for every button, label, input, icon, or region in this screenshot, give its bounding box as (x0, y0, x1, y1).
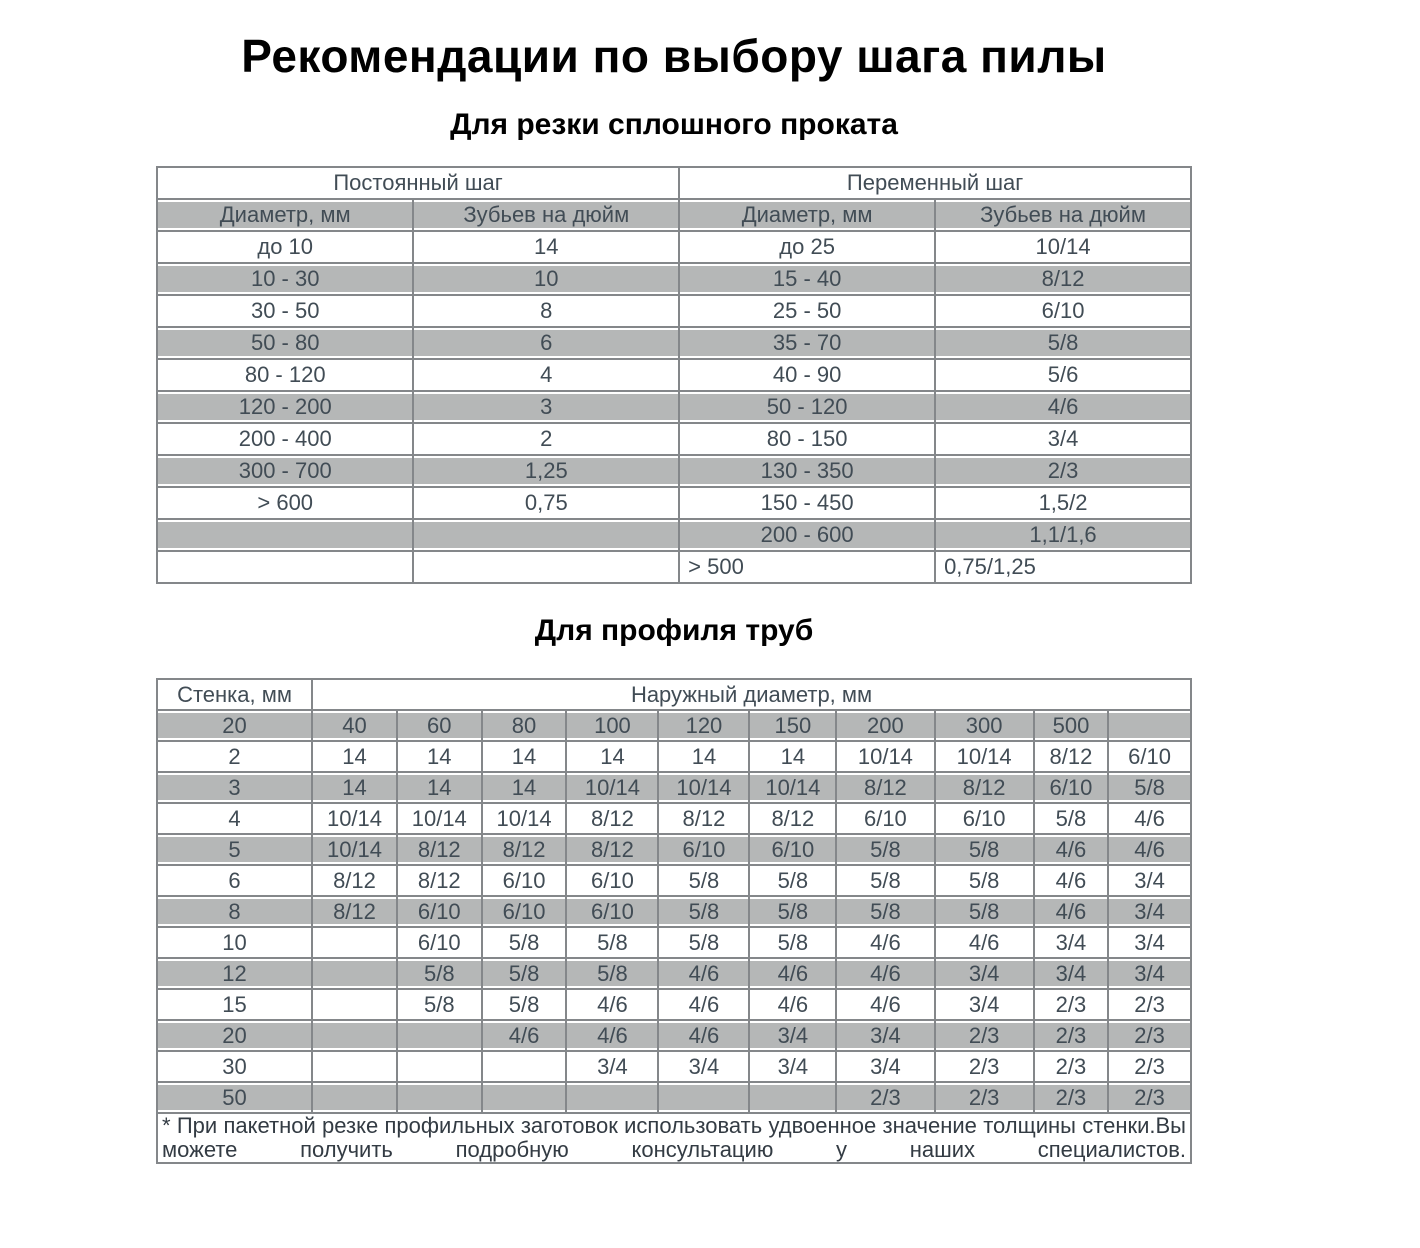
pipe-value-cell: 8/12 (312, 865, 397, 896)
pipe-value-cell: 8/12 (397, 865, 482, 896)
pipe-value-cell: 6/10 (397, 896, 482, 927)
pipe-value-cell: 6/10 (566, 896, 658, 927)
solid-value-cell: 8 (413, 295, 679, 327)
solid-value-cell: 25 - 50 (679, 295, 935, 327)
pipe-value-cell: 6/10 (482, 896, 567, 927)
diameter-value-cell (1108, 710, 1191, 741)
table-row (157, 1020, 1191, 1051)
pipe-value-cell: 8/12 (836, 772, 934, 803)
pipe-label-cell: 10 (157, 927, 312, 958)
pipe-value-cell: 5/8 (935, 834, 1034, 865)
pipe-value-cell: 6/10 (566, 865, 658, 896)
table-row (157, 1051, 1191, 1082)
table-row (157, 231, 1191, 263)
pipe-value-cell: 6/10 (397, 927, 482, 958)
diameter-value-cell: 80 (482, 710, 567, 741)
pipe-value-cell: 5/8 (1108, 772, 1191, 803)
pipe-value-cell: 8/12 (658, 803, 749, 834)
solid-label-cell (157, 551, 413, 583)
pipe-value-cell: 3/4 (1108, 865, 1191, 896)
group-header-constant-pitch: Постоянный шаг (157, 167, 679, 199)
solid-table-body (157, 231, 1191, 583)
pipe-value-cell: 4/6 (658, 989, 749, 1020)
solid-label-cell: 120 - 200 (157, 391, 413, 423)
diameter-value-cell: 60 (397, 710, 482, 741)
pipe-value-cell: 5/8 (836, 865, 934, 896)
pipe-value-cell: 6/10 (1034, 772, 1108, 803)
solid-label-cell: > 600 (157, 487, 413, 519)
group-header-variable-pitch: Переменный шаг (679, 167, 1191, 199)
solid-value-cell: 130 - 350 (679, 455, 935, 487)
table-row (157, 741, 1191, 772)
pipe-value-cell (749, 1082, 836, 1113)
pipe-value-cell: 3/4 (1108, 958, 1191, 989)
solid-value-cell: 10/14 (935, 231, 1191, 263)
pipe-value-cell: 2/3 (836, 1082, 934, 1113)
pipe-value-cell: 5/8 (566, 958, 658, 989)
solid-stock-table (156, 166, 1192, 584)
pipe-value-cell: 4/6 (1108, 803, 1191, 834)
pipe-value-cell: 10/14 (935, 741, 1034, 772)
solid-value-cell: 80 - 150 (679, 423, 935, 455)
pipe-value-cell: 14 (749, 741, 836, 772)
pipe-value-cell: 14 (312, 741, 397, 772)
pipe-value-cell: 5/8 (482, 989, 567, 1020)
pipe-label-cell: 20 (157, 1020, 312, 1051)
table-row (157, 896, 1191, 927)
pipe-value-cell: 10/14 (836, 741, 934, 772)
table-row (157, 958, 1191, 989)
solid-value-cell: 10 (413, 263, 679, 295)
pipe-value-cell: 3/4 (1108, 896, 1191, 927)
pipe-value-cell: 4/6 (1034, 896, 1108, 927)
solid-value-cell: 1,25 (413, 455, 679, 487)
solid-label-cell: 50 - 80 (157, 327, 413, 359)
diameter-value-cell: 100 (566, 710, 658, 741)
pipe-value-cell: 4/6 (658, 1020, 749, 1051)
solid-value-cell: 4 (413, 359, 679, 391)
pipe-value-cell: 2/3 (1034, 1082, 1108, 1113)
pipe-value-cell: 5/8 (836, 834, 934, 865)
pipe-value-cell: 4/6 (836, 989, 934, 1020)
pipe-value-cell: 2/3 (935, 1082, 1034, 1113)
pipe-value-cell: 4/6 (566, 1020, 658, 1051)
pipe-value-cell: 8/12 (566, 803, 658, 834)
pipe-value-cell: 10/14 (566, 772, 658, 803)
pipe-label-cell: 12 (157, 958, 312, 989)
pipe-value-cell: 10/14 (749, 772, 836, 803)
pipe-value-cell: 5/8 (566, 927, 658, 958)
solid-label-cell: до 10 (157, 231, 413, 263)
table-row (157, 927, 1191, 958)
pipe-label-cell: 3 (157, 772, 312, 803)
pipe-value-cell: 6/10 (658, 834, 749, 865)
footnote-text: * При пакетной резке профильных заготовок использовать удвоенное значение толщины стенки.Вы можете получить подробную консультацию у наших специалистов. (157, 1113, 1191, 1163)
solid-value-cell: > 500 (679, 551, 935, 583)
pipe-value-cell: 2/3 (1034, 1020, 1108, 1051)
pipe-value-cell: 3/4 (749, 1051, 836, 1082)
solid-value-cell: 50 - 120 (679, 391, 935, 423)
pipe-value-cell: 8/12 (482, 834, 567, 865)
table-row (157, 551, 1191, 583)
table-row (157, 391, 1191, 423)
pipe-value-cell: 3/4 (1108, 927, 1191, 958)
pipe-value-cell: 6/10 (935, 803, 1034, 834)
solid-label-cell (157, 519, 413, 551)
pipe-profile-table (156, 678, 1192, 1164)
pipe-value-cell: 4/6 (566, 989, 658, 1020)
pipe-value-cell: 10/14 (658, 772, 749, 803)
pipe-value-cell: 2/3 (1108, 989, 1191, 1020)
pipe-label-cell: 8 (157, 896, 312, 927)
solid-value-cell: 3 (413, 391, 679, 423)
pipe-value-cell: 2/3 (935, 1020, 1034, 1051)
solid-value-cell: 40 - 90 (679, 359, 935, 391)
pipe-label-cell: 6 (157, 865, 312, 896)
pipe-value-cell: 2/3 (1108, 1051, 1191, 1082)
pipe-value-cell: 3/4 (935, 989, 1034, 1020)
pipe-table-body (157, 741, 1191, 1113)
pipe-value-cell (312, 1051, 397, 1082)
pipe-value-cell (312, 1020, 397, 1051)
table-row (157, 327, 1191, 359)
pipe-value-cell: 8/12 (935, 772, 1034, 803)
pipe-value-cell (312, 989, 397, 1020)
diameter-value-cell: 500 (1034, 710, 1108, 741)
solid-value-cell: 4/6 (935, 391, 1191, 423)
pipe-value-cell: 5/8 (397, 989, 482, 1020)
diameter-value-cell: 200 (836, 710, 934, 741)
column-header-row (157, 199, 1191, 231)
table-row (157, 263, 1191, 295)
solid-label-cell: 10 - 30 (157, 263, 413, 295)
table-row (157, 519, 1191, 551)
table-row (157, 1082, 1191, 1113)
solid-value-cell: 15 - 40 (679, 263, 935, 295)
pipe-value-cell: 14 (482, 772, 567, 803)
pipe-value-cell (566, 1082, 658, 1113)
pipe-value-cell: 4/6 (935, 927, 1034, 958)
pipe-value-cell: 5/8 (658, 865, 749, 896)
pipe-label-cell: 2 (157, 741, 312, 772)
pipe-value-cell: 3/4 (566, 1051, 658, 1082)
table-row (157, 359, 1191, 391)
pipe-value-cell: 5/8 (1034, 803, 1108, 834)
group-header-row (157, 167, 1191, 199)
pipe-value-cell: 14 (312, 772, 397, 803)
pipe-value-cell: 3/4 (836, 1051, 934, 1082)
pipe-value-cell: 5/8 (935, 865, 1034, 896)
solid-value-cell: 2 (413, 423, 679, 455)
pipe-value-cell: 4/6 (836, 927, 934, 958)
pipe-value-cell: 6/10 (836, 803, 934, 834)
pipe-label-cell: 5 (157, 834, 312, 865)
pipe-value-cell: 14 (566, 741, 658, 772)
solid-value-cell: 5/6 (935, 359, 1191, 391)
pipe-value-cell (397, 1082, 482, 1113)
pipe-value-cell: 10/14 (482, 803, 567, 834)
table-row (157, 834, 1191, 865)
pipe-value-cell: 10/14 (312, 834, 397, 865)
pipe-value-cell: 5/8 (482, 927, 567, 958)
pipe-value-cell: 4/6 (658, 958, 749, 989)
table-row (157, 772, 1191, 803)
pipe-value-cell: 14 (658, 741, 749, 772)
diameter-value-cell: 150 (749, 710, 836, 741)
solid-value-cell: 0,75/1,25 (935, 551, 1191, 583)
pipe-value-cell: 3/4 (658, 1051, 749, 1082)
pipe-value-cell: 5/8 (836, 896, 934, 927)
pipe-value-cell: 8/12 (1034, 741, 1108, 772)
table-row (157, 989, 1191, 1020)
pipe-value-cell: 3/4 (1034, 927, 1108, 958)
pipe-header-row (157, 679, 1191, 710)
pipe-value-cell: 4/6 (482, 1020, 567, 1051)
solid-label-cell: 80 - 120 (157, 359, 413, 391)
pipe-value-cell: 2/3 (935, 1051, 1034, 1082)
pipe-value-cell: 4/6 (749, 989, 836, 1020)
pipe-value-cell: 5/8 (749, 865, 836, 896)
solid-value-cell: 5/8 (935, 327, 1191, 359)
section-pipe-profile-title: Для профиля труб (534, 614, 814, 647)
solid-label-cell: 30 - 50 (157, 295, 413, 327)
pipe-value-cell: 5/8 (658, 927, 749, 958)
solid-value-cell: 1,1/1,6 (935, 519, 1191, 551)
pipe-value-cell: 8/12 (749, 803, 836, 834)
document-content (156, 30, 1192, 1164)
pipe-value-cell: 4/6 (749, 958, 836, 989)
solid-value-cell: 6 (413, 327, 679, 359)
table-row (157, 487, 1191, 519)
footnote-row (157, 1113, 1191, 1163)
pipe-value-cell: 3/4 (749, 1020, 836, 1051)
pipe-value-cell: 10/14 (397, 803, 482, 834)
table-row (157, 295, 1191, 327)
section-solid-stock-title: Для резки сплошного проката (450, 108, 898, 141)
pipe-value-cell (397, 1051, 482, 1082)
pipe-value-cell (658, 1082, 749, 1113)
solid-value-cell: 14 (413, 231, 679, 263)
solid-value-cell (413, 551, 679, 583)
pipe-value-cell: 14 (482, 741, 567, 772)
diameter-value-cell: 120 (658, 710, 749, 741)
pipe-label-cell: 4 (157, 803, 312, 834)
pipe-value-cell: 5/8 (749, 927, 836, 958)
solid-value-cell: 6/10 (935, 295, 1191, 327)
pipe-label-cell: 15 (157, 989, 312, 1020)
pipe-value-cell: 5/8 (397, 958, 482, 989)
solid-value-cell: 3/4 (935, 423, 1191, 455)
diameter-value-cell: 300 (935, 710, 1034, 741)
solid-value-cell: 150 - 450 (679, 487, 935, 519)
solid-label-cell: 300 - 700 (157, 455, 413, 487)
pipe-value-cell: 2/3 (1034, 989, 1108, 1020)
pipe-value-cell: 2/3 (1034, 1051, 1108, 1082)
pipe-value-cell: 6/10 (482, 865, 567, 896)
col-header-tpi-variable: Зубьев на дюйм (935, 199, 1191, 231)
pipe-value-cell (312, 927, 397, 958)
solid-value-cell: 8/12 (935, 263, 1191, 295)
col-header-tpi-constant: Зубьев на дюйм (413, 199, 679, 231)
pipe-value-cell: 4/6 (1034, 834, 1108, 865)
table-row (157, 423, 1191, 455)
pipe-value-cell: 6/10 (749, 834, 836, 865)
pipe-value-cell: 8/12 (312, 896, 397, 927)
solid-value-cell: 200 - 600 (679, 519, 935, 551)
pipe-value-cell: 3/4 (935, 958, 1034, 989)
pipe-value-cell: 10/14 (312, 803, 397, 834)
pipe-label-cell: 50 (157, 1082, 312, 1113)
pipe-value-cell (482, 1051, 567, 1082)
pipe-value-cell: 3/4 (1034, 958, 1108, 989)
pipe-value-cell: 3/4 (836, 1020, 934, 1051)
pipe-value-cell (482, 1082, 567, 1113)
pipe-value-cell: 5/8 (749, 896, 836, 927)
diameter-values-row (157, 710, 1191, 741)
pipe-value-cell: 6/10 (1108, 741, 1191, 772)
pipe-value-cell: 8/12 (566, 834, 658, 865)
solid-value-cell: 35 - 70 (679, 327, 935, 359)
col-header-outer-diameter: Наружный диаметр, мм (312, 679, 1191, 710)
page-title: Рекомендации по выбору шага пилы (241, 30, 1107, 82)
col-header-diameter-constant: Диаметр, мм (157, 199, 413, 231)
table-row (157, 803, 1191, 834)
solid-label-cell: 200 - 400 (157, 423, 413, 455)
col-header-diameter-variable: Диаметр, мм (679, 199, 935, 231)
pipe-value-cell: 5/8 (658, 896, 749, 927)
pipe-value-cell: 14 (397, 741, 482, 772)
pipe-label-cell: 30 (157, 1051, 312, 1082)
solid-value-cell (413, 519, 679, 551)
solid-value-cell: 0,75 (413, 487, 679, 519)
diameter-value-cell: 40 (312, 710, 397, 741)
pipe-value-cell (312, 1082, 397, 1113)
pipe-value-cell: 5/8 (482, 958, 567, 989)
solid-value-cell: 1,5/2 (935, 487, 1191, 519)
pipe-value-cell: 14 (397, 772, 482, 803)
pipe-value-cell (397, 1020, 482, 1051)
pipe-value-cell: 4/6 (836, 958, 934, 989)
pipe-value-cell (312, 958, 397, 989)
table-row (157, 455, 1191, 487)
solid-value-cell: до 25 (679, 231, 935, 263)
pipe-value-cell: 2/3 (1108, 1020, 1191, 1051)
table-row (157, 865, 1191, 896)
solid-value-cell: 2/3 (935, 455, 1191, 487)
pipe-value-cell: 5/8 (935, 896, 1034, 927)
pipe-value-cell: 4/6 (1108, 834, 1191, 865)
diameter-value-cell: 20 (157, 710, 312, 741)
pipe-value-cell: 2/3 (1108, 1082, 1191, 1113)
pipe-value-cell: 4/6 (1034, 865, 1108, 896)
col-header-wall: Стенка, мм (157, 679, 312, 710)
pipe-value-cell: 8/12 (397, 834, 482, 865)
